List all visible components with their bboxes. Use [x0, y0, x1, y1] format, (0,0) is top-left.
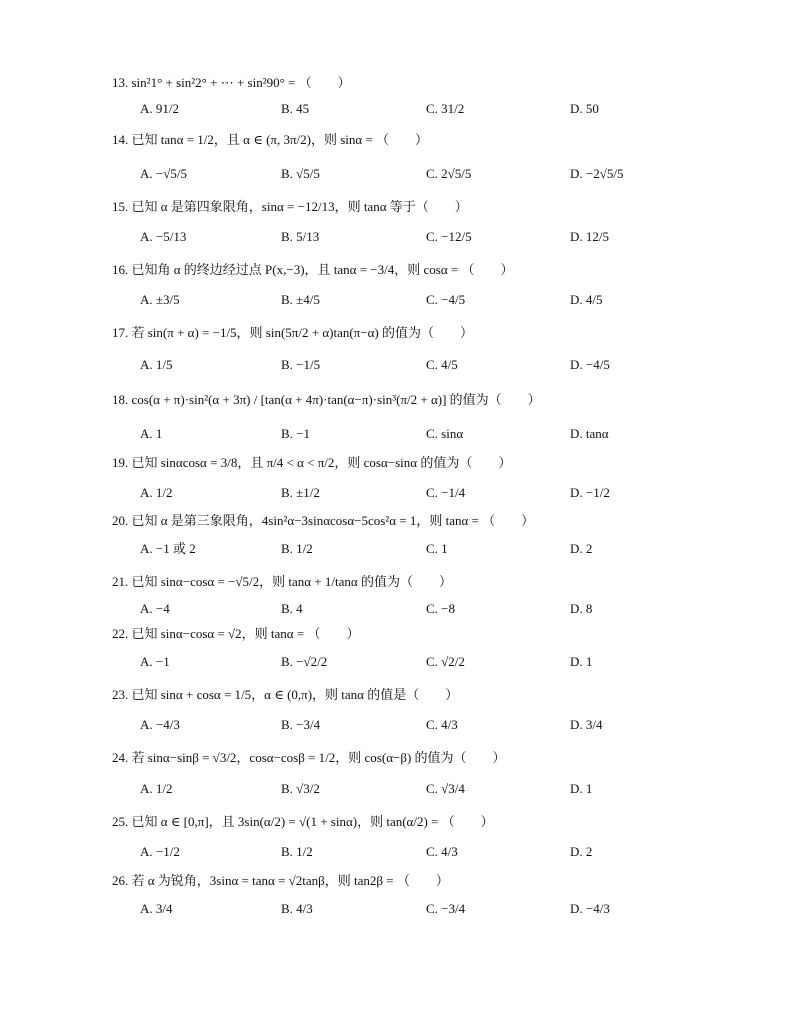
option-d: D. 1: [570, 781, 593, 796]
question-16-stem: 16. 已知角 α 的终边经过点 P(x,−3)，且 tanα = −3/4，则 cosα = （ ）: [112, 262, 514, 277]
question-16-options: [140, 289, 660, 313]
option-b: B. −√2/2: [281, 654, 328, 669]
option-c: C. 31/2: [426, 101, 465, 116]
question-17-options: [140, 354, 660, 378]
question-20-stem: 20. 已知 α 是第三象限角，4sin²α−3sinαcosα−5cos²α = 1，则 tanα = （ ）: [112, 513, 535, 528]
option-c: C. 4/3: [426, 717, 458, 732]
question-18-options: [140, 423, 660, 447]
option-a: A. −4: [140, 601, 170, 616]
option-d: D. 1: [570, 654, 593, 669]
option-a: A. −√5/5: [140, 166, 187, 181]
question-24-options: [140, 778, 660, 802]
option-b: B. ±4/5: [281, 292, 320, 307]
option-d: D. 50: [570, 101, 599, 116]
question-22-options: [140, 651, 660, 675]
option-c: C. 1: [426, 541, 448, 556]
option-b: B. √3/2: [281, 781, 320, 796]
question-13-stem: 13. sin²1° + sin²2° + ⋯ + sin²90° = （ ）: [112, 75, 351, 90]
option-d: D. 4/5: [570, 292, 603, 307]
question-26-stem: 26. 若 α 为锐角，3sinα = tanα = √2tanβ，则 tan2β = （ ）: [112, 873, 449, 888]
question-20-options: [140, 538, 660, 562]
option-b: B. 1/2: [281, 844, 313, 859]
option-a: A. −5/13: [140, 229, 187, 244]
option-a: A. 91/2: [140, 101, 179, 116]
question-13-options: [140, 98, 660, 122]
option-d: D. tanα: [570, 426, 609, 441]
option-b: B. −1/5: [281, 357, 321, 372]
option-b: B. 5/13: [281, 229, 320, 244]
option-b: B. 45: [281, 101, 310, 116]
option-b: B. −1: [281, 426, 311, 441]
question-19-stem: 19. 已知 sinαcosα = 3/8，且 π/4 < α < π/2，则 cosα−sinα 的值为（ ）: [112, 455, 512, 470]
option-a: A. 1/2: [140, 781, 173, 796]
option-c: C. √3/4: [426, 781, 465, 796]
option-d: D. −2√5/5: [570, 166, 624, 181]
option-a: A. 1: [140, 426, 163, 441]
option-d: D. 2: [570, 541, 593, 556]
option-c: C. −8: [426, 601, 456, 616]
question-21-stem: 21. 已知 sinα−cosα = −√5/2，则 tanα + 1/tanα 的值为（ ）: [112, 574, 452, 589]
option-c: C. −4/5: [426, 292, 466, 307]
option-b: B. 4/3: [281, 901, 313, 916]
option-d: D. −4/5: [570, 357, 610, 372]
question-25-options: [140, 841, 660, 865]
option-a: A. ±3/5: [140, 292, 180, 307]
option-d: D. 2: [570, 844, 593, 859]
option-b: B. ±1/2: [281, 485, 320, 500]
option-c: C. −3/4: [426, 901, 466, 916]
option-a: A. 1/2: [140, 485, 173, 500]
question-17-stem: 17. 若 sin(π + α) = −1/5，则 sin(5π/2 + α)tan(π−α) 的值为（ ）: [112, 325, 473, 340]
question-18-stem: 18. cos(α + π)·sin²(α + 3π) / [tan(α + 4π)·tan(α−π)·sin³(π/2 + α)] 的值为（ ）: [112, 392, 541, 407]
question-14-stem: 14. 已知 tanα = 1/2，且 α ∈ (π, 3π/2)，则 sinα = （ ）: [112, 132, 429, 147]
option-c: C. 4/3: [426, 844, 458, 859]
question-25-stem: 25. 已知 α ∈ [0,π]，且 3sin(α/2) = √(1 + sinα)，则 tan(α/2) = （ ）: [112, 814, 494, 829]
option-a: A. −4/3: [140, 717, 180, 732]
option-d: D. −4/3: [570, 901, 610, 916]
option-c: C. −1/4: [426, 485, 466, 500]
question-14-options: [140, 163, 660, 187]
option-d: D. 8: [570, 601, 593, 616]
question-26-options: [140, 898, 660, 922]
option-c: C. 4/5: [426, 357, 458, 372]
option-c: C. −12/5: [426, 229, 472, 244]
option-b: B. 4: [281, 601, 303, 616]
option-d: D. −1/2: [570, 485, 610, 500]
option-a: A. −1/2: [140, 844, 180, 859]
question-21-options: [140, 598, 660, 622]
option-c: C. sinα: [426, 426, 464, 441]
question-22-stem: 22. 已知 sinα−cosα = √2，则 tanα = （ ）: [112, 626, 360, 641]
option-a: A. 1/5: [140, 357, 173, 372]
option-b: B. −3/4: [281, 717, 321, 732]
option-a: A. −1 或 2: [140, 541, 196, 556]
question-15-options: [140, 226, 660, 250]
question-23-options: [140, 714, 660, 738]
option-c: C. √2/2: [426, 654, 465, 669]
question-19-options: [140, 482, 660, 506]
question-15-stem: 15. 已知 α 是第四象限角，sinα = −12/13，则 tanα 等于（ ）: [112, 199, 468, 214]
option-d: D. 3/4: [570, 717, 603, 732]
option-a: A. 3/4: [140, 901, 173, 916]
question-24-stem: 24. 若 sinα−sinβ = √3/2，cosα−cosβ = 1/2，则 cos(α−β) 的值为（ ）: [112, 750, 506, 765]
option-d: D. 12/5: [570, 229, 609, 244]
option-b: B. √5/5: [281, 166, 320, 181]
option-a: A. −1: [140, 654, 170, 669]
option-b: B. 1/2: [281, 541, 313, 556]
question-23-stem: 23. 已知 sinα + cosα = 1/5，α ∈ (0,π)，则 tanα 的值是（ ）: [112, 687, 459, 702]
option-c: C. 2√5/5: [426, 166, 472, 181]
